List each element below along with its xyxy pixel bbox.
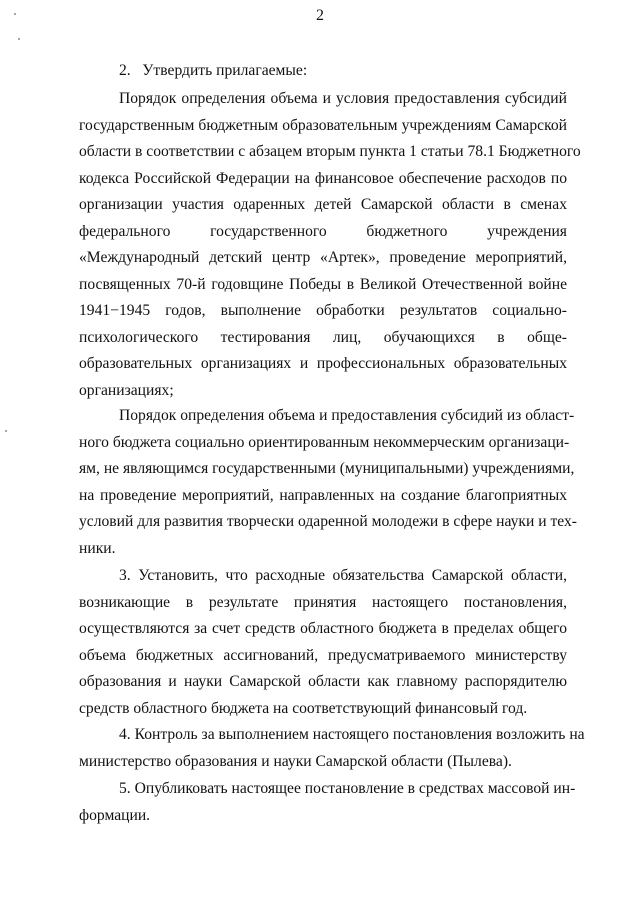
text-line: ного бюджета социально ориентированным некоммерческим организаци-: [79, 433, 570, 451]
text-line: ники.: [79, 539, 116, 557]
text-line: 4. Контроль за выполнением настоящего постановления возложить на: [119, 726, 585, 743]
text-line: посвященных 70-й годовщине Победы в Великой Отечественной войне: [79, 275, 567, 293]
text-line: осуществляются за счет средств областного бюджета в пределах общего: [79, 620, 567, 637]
text-line: формации.: [79, 806, 151, 824]
paragraph-p5: [79, 776, 576, 829]
text-line: средств областного бюджета на соответствующий финансовый год.: [79, 699, 528, 717]
paragraph-p2b: [79, 403, 578, 562]
text-line: организациях;: [79, 381, 174, 399]
paragraph-p3: [79, 563, 567, 722]
text-line: возникающие в результате принятия настоящего постановления,: [79, 593, 567, 611]
text-line: образования и науки Самарской области как главному распорядителю: [79, 673, 567, 690]
text-line: психологического тестирования лиц, обучающихся в обще-: [79, 328, 567, 346]
scan-speck: [5, 430, 7, 432]
scan-speck: [14, 13, 16, 15]
text-line: объема бюджетных ассигнований, предусматриваемого министерству: [79, 646, 567, 664]
text-line: 3. Установить, что расходные обязательства Самарской области,: [119, 567, 567, 584]
text-line: «Международный детский центр «Артек», проведение мероприятий,: [79, 249, 567, 266]
paragraph-p2a: [79, 86, 581, 404]
text-line: организации участия одаренных детей Самарской области в сменах: [79, 196, 567, 213]
text-line: министерство образования и науки Самарской области (Пылева).: [79, 752, 512, 770]
text-line: условий для развития творчески одаренной молодежи в сфере науки и тех-: [79, 513, 578, 530]
text-line: Порядок определения объема и предоставления субсидий из област-: [119, 407, 575, 424]
text-line: образовательных организациях и профессиональных образовательных: [79, 355, 567, 372]
text-line: государственным бюджетным образовательным учреждениям Самарской: [79, 116, 567, 134]
text-line: кодекса Российской Федерации на финансовое обеспечение расходов по: [79, 169, 567, 187]
text-line: 1941−1945 годов, выполнение обработки результатов социально-: [79, 302, 567, 319]
text-line: области в соответствии с абзацем вторым пункта 1 статьи 78.1 Бюджетного: [79, 143, 581, 160]
text-line: на проведение мероприятий, направленных на создание благоприятных: [79, 486, 567, 504]
paragraph-p4: [79, 722, 585, 775]
scan-speck: [18, 38, 20, 40]
text-line: Порядок определения объема и условия предоставления субсидий: [119, 90, 567, 107]
paragraph-p2: [79, 58, 567, 85]
text-line: ям, не являющимся государственными (муниципальными) учреждениями,: [79, 460, 575, 477]
page-number: 2: [316, 7, 324, 24]
text-line: 5. Опубликовать настоящее постановление в средствах массовой ин-: [119, 780, 576, 797]
text-line: 2. Утвердить прилагаемые:: [119, 62, 308, 79]
text-line: федерального государственного бюджетного учреждения: [79, 222, 567, 240]
